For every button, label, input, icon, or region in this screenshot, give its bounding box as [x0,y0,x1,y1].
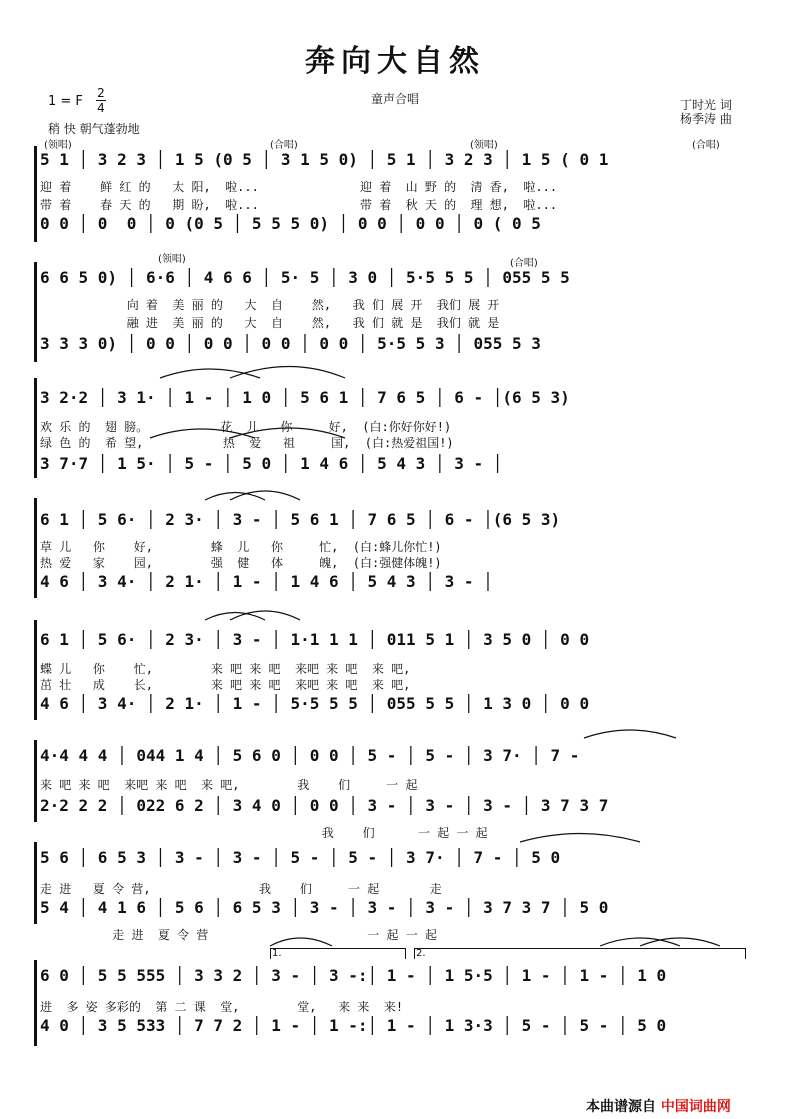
lead-tag: (领唱) [158,254,186,265]
volta-2: 2. [416,948,426,959]
lower-part: 4 6 │ 3 4· │ 2 1· │ 1 - │ 1 4 6 │ 5 4 3 │ 3 - │ [40,572,493,591]
upper-part: 6 6 5 0) │ 6·6 │ 4 6 6 │ 5· 5 │ 3 0 │ 5·5 5 5 │ 055 5 5 [40,268,570,287]
lyric-verse-2: 茁 壮 成 长, 来 吧 来 吧 来吧 来 吧 来 吧, [40,678,411,692]
lyric-upper: 来 吧 来 吧 来吧 来 吧 来 吧, 我 们 一 起 [40,778,418,792]
slur [584,730,676,738]
slur [205,613,265,621]
lower-part: 3 7·7 │ 1 5· │ 5 - │ 5 0 │ 1 4 6 │ 5 4 3 │ 3 - │ [40,454,503,473]
upper-part: 6 0 │ 5 5 555 │ 3 3 2 │ 3 - │ 3 -:│ 1 - │ 1 5·5 │ 1 - │ 1 - │ 1 0 [40,966,667,985]
slur [230,367,345,379]
slur [270,938,332,946]
lead-tag: (领唱) [44,140,72,151]
lyric-upper: 走 进 夏 令 营, 我 们 一 起 走 [40,882,442,896]
lyric-verse-2: 绿 色 的 希 望, 热 爱 祖 国, (白:热爱祖国!) [40,436,454,450]
lyric-verse-1: 蝶 儿 你 忙, 来 吧 来 吧 来吧 来 吧 来 吧, [40,662,411,676]
lyric-lower: 走 进 夏 令 营 一 起 一 起 [40,928,437,942]
lower-part: 5 4 │ 4 1 6 │ 5 6 │ 6 5 3 │ 3 - │ 3 - │ 3 - │ 3 7 3 7 │ 5 0 [40,898,609,917]
volta-1: 1. [272,948,282,959]
source-credit [586,1096,731,1116]
lyric-verse: 进 多 姿 多彩的 第 二 课 堂, 堂, 来 来 来! [40,1000,404,1014]
lower-part: 2·2 2 2 │ 022 6 2 │ 3 4 0 │ 0 0 │ 3 - │ 3 - │ 3 - │ 3 7 3 7 [40,796,609,815]
upper-part: 6 1 │ 5 6· │ 2 3· │ 3 - │ 1·1 1 1 │ 011 5 1 │ 3 5 0 │ 0 0 [40,630,590,649]
upper-part: 4·4 4 4 │ 044 1 4 │ 5 6 0 │ 0 0 │ 5 - │ 5 - │ 3 7· │ 7 - [40,746,580,765]
lyric-verse-2: 热 爱 家 园, 强 健 体 魄, (白:强健体魄!) [40,556,442,570]
lower-part: 3 3 3 0) │ 0 0 │ 0 0 │ 0 0 │ 0 0 │ 5·5 5 3 │ 055 5 3 [40,334,541,353]
subtitle: 童声合唱 [370,92,419,106]
lyric-verse-1: 向 着 美 丽 的 大 自 然, 我 们 展 开 我们 展 开 [40,298,500,312]
source-brand[interactable]: 中国词曲网 [660,1099,731,1115]
lower-part: 4 6 │ 3 4· │ 2 1· │ 1 - │ 5·5 5 5 │ 055 5 5 │ 1 3 0 │ 0 0 [40,694,590,713]
lyric-verse-1: 欢 乐 的 翅 膀。 花 儿 你 好, (白:你好你好!) [40,420,452,434]
upper-part: 5 1 │ 3 2 3 │ 1 5 (0 5 │ 3 1 5 0) │ 5 1 │ 3 2 3 │ 1 5 ( 0 1 [40,150,609,169]
lower-part: 0 0 │ 0 0 │ 0 (0 5 │ 5 5 5 0) │ 0 0 │ 0 0 │ 0 ( 0 5 [40,214,541,233]
page-title: 奔向大自然 [305,44,485,79]
lyric-verse-1: 迎 着 鲜 红 的 太 阳, 啦... 迎 着 山 野 的 清 香, 啦... [40,180,558,194]
lyricist: 丁时光 词 [680,98,732,112]
lower-part: 4 0 │ 3 5 533 │ 7 7 2 │ 1 - │ 1 -:│ 1 - │ 1 3·3 │ 5 - │ 5 - │ 5 0 [40,1016,667,1035]
lyric-lower: 我 们 一 起 一 起 [40,826,488,840]
chorus-tag: (合唱) [692,140,720,151]
upper-part: 5 6 │ 6 5 3 │ 3 - │ 3 - │ 5 - │ 5 - │ 3 7· │ 7 - │ 5 0 [40,848,561,867]
slur [150,429,255,438]
chorus-tag: (合唱) [270,140,298,151]
key-signature: 1 = F [48,94,83,109]
chorus-tag: (合唱) [510,258,538,269]
slur [520,834,640,843]
tempo-marking: 稍 快 朝气蓬勃地 [48,122,140,136]
slur [205,493,265,501]
composer: 杨季涛 曲 [680,112,732,126]
upper-part: 6 1 │ 5 6· │ 2 3· │ 3 - │ 5 6 1 │ 7 6 5 │ 6 - │(6 5 3) [40,510,561,529]
lead-tag: (领唱) [470,140,498,151]
meter-bottom: 4 [97,101,105,115]
slur [230,428,345,438]
upper-part: 3 2·2 │ 3 1· │ 1 - │ 1 0 │ 5 6 1 │ 7 6 5 │ 6 - │(6 5 3) [40,388,570,407]
lyric-verse-2: 融 进 美 丽 的 大 自 然, 我 们 就 是 我们 就 是 [40,316,500,330]
lyric-verse-2: 带 着 春 天 的 期 盼, 啦... 带 着 秋 天 的 理 想, 啦... [40,198,558,212]
meter-top: 2 [97,86,105,100]
lyric-verse-1: 草 儿 你 好, 蜂 儿 你 忙, (白:蜂儿你忙!) [40,540,442,554]
source-prefix: 本曲谱源自 [586,1099,656,1115]
